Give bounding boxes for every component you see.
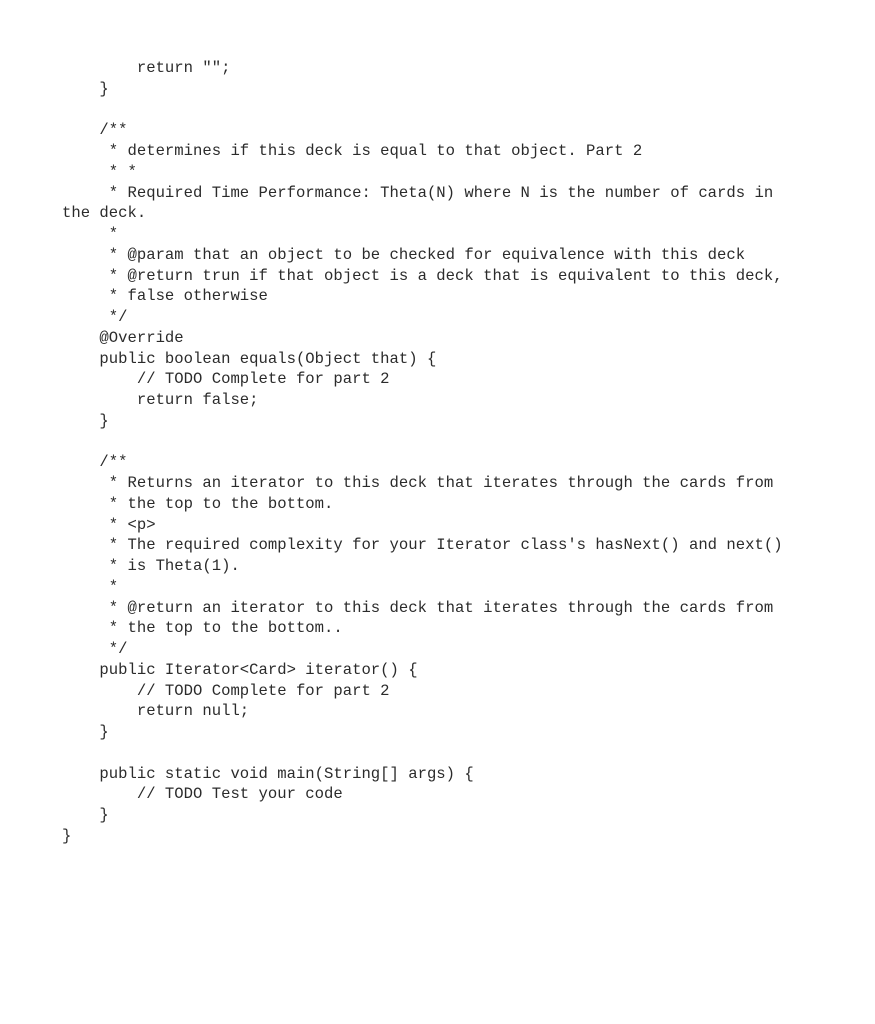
code-line: } [62, 79, 109, 98]
code-line: // TODO Test your code [62, 785, 343, 804]
code-line: * the top to the bottom.. [62, 619, 343, 638]
code-line: * Returns an iterator to this deck that iterates through the cards from [62, 474, 774, 492]
code-line: * the top to the bottom. [62, 494, 334, 513]
code-line: return null; [62, 702, 250, 721]
code-line: * is Theta(1). [62, 557, 240, 575]
code-line: return ""; [62, 59, 231, 77]
code-line [62, 743, 783, 764]
code-line: * @return an iterator to this deck that iterates through the cards from [62, 598, 774, 617]
code-line: * Required Time Performance: Theta(N) where N is the number of cards in [62, 183, 774, 202]
code-line: * @param that an object to be checked for equivalence with this deck [62, 245, 746, 264]
code-line: */ [62, 640, 128, 658]
code-line: } [62, 723, 109, 741]
code-line: } [62, 411, 109, 430]
code-line: * @return trun if that object is a deck that is equivalent to this deck, [62, 266, 783, 285]
code-line: * false otherwise [62, 287, 268, 306]
code-line: */ [62, 308, 128, 326]
code-line: * determines if this deck is equal to that object. Part 2 [62, 142, 643, 160]
code-line: } [62, 826, 72, 845]
code-line: * [62, 225, 119, 243]
code-line: /** [62, 121, 128, 140]
code-line: * * [62, 162, 137, 181]
code-line [62, 100, 783, 121]
code-listing [62, 58, 783, 847]
code-line: the deck. [62, 204, 147, 223]
code-line: @Override [62, 328, 184, 347]
code-line: public Iterator<Card> iterator() { [62, 660, 418, 679]
code-line [62, 432, 783, 453]
code-line: * [62, 577, 119, 596]
code-line: return false; [62, 391, 259, 409]
code-line: * <p> [62, 515, 156, 534]
code-line: // TODO Complete for part 2 [62, 370, 390, 389]
code-line: public static void main(String[] args) { [62, 764, 474, 783]
code-line: * The required complexity for your Iterator class's hasNext() and next() [62, 536, 783, 555]
code-line: public boolean equals(Object that) { [62, 349, 437, 368]
code-line: /** [62, 453, 128, 472]
code-line: // TODO Complete for part 2 [62, 681, 390, 700]
code-line: } [62, 806, 109, 824]
